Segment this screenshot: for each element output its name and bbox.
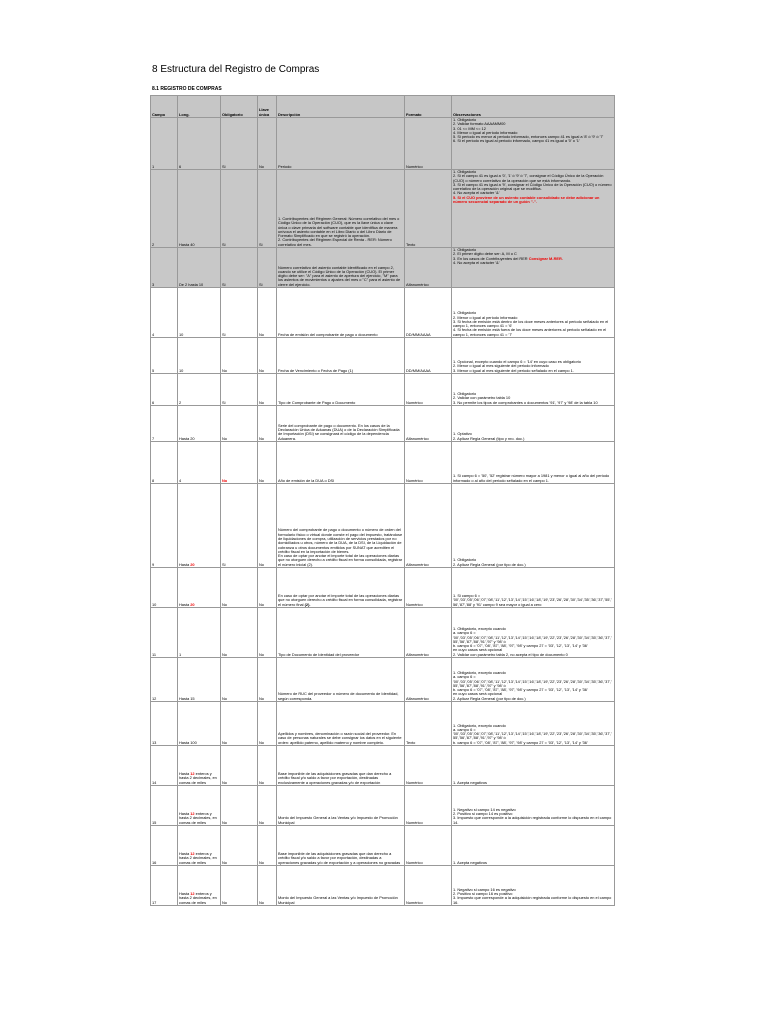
- long-prefix: Hasta: [179, 851, 191, 857]
- observaciones-list: [453, 808, 613, 825]
- observaciones-list: [453, 248, 613, 265]
- cell-long: Hasta 20: [178, 406, 221, 442]
- observacion-item: 3. Si el campo 41 es igual a '9', consignar el Código Único de la Operación (CUO) o número correlativo de la operación original que se modifica.: [453, 181, 612, 192]
- desc-paragraph: Base imponible de las adquisiciones gravadas que dan derecho a crédito fiscal y/o saldo a favor por exportación, destinadas exclusivamente a operaciones gravadas y/o de exportación: [278, 771, 392, 785]
- cell-campo: 6: [151, 374, 178, 406]
- observacion-item: 4. Menor o igual al periodo informado: [453, 129, 518, 135]
- observacion-item: 2. El primer dígito debe ser: A, M o C: [453, 251, 517, 257]
- long-prefix: Hasta: [179, 561, 191, 567]
- observacion-item: 3. Impuesto que corresponde a la adquisición registrada conforme lo dispuesto en el campo 14.: [453, 815, 612, 825]
- cell-formato: Numérico: [405, 866, 452, 906]
- cell-llave-unica: No: [258, 288, 277, 338]
- desc-paragraph: 1. Contribuyentes del Régimen General: Número correlativo del mes o Código Único de la Operación (CUO), que es la llave única o clave única o clave primaria del software contable que identifica de manera unívoca el asiento contable en el Libro Diario o del Libro Diario de Formato Simplificado en que se registró la operación.: [278, 215, 400, 239]
- cell-llave-unica: No: [258, 786, 277, 826]
- cell-descripcion: [277, 866, 405, 906]
- cell-campo: 10: [151, 568, 178, 608]
- header-obligatorio: Obligatorio: [221, 96, 258, 118]
- cell-descripcion: [277, 608, 405, 658]
- desc-paragraph: Número de RUC del proveedor o número de documento de Identidad, según corresponda.: [278, 691, 399, 701]
- table-row: [151, 866, 615, 906]
- observacion-item: 1. Obligatorio, excepto cuando: [453, 625, 506, 631]
- long-suffix: enteros y hasta 2 decimales, en comas de miles: [179, 851, 217, 865]
- cell-formato: Alfanumérico: [405, 406, 452, 442]
- observacion-item: 1. Obligatorio, excepto cuando: [453, 669, 506, 675]
- cell-formato: Alfanumérico: [405, 248, 452, 288]
- cell-llave-unica: No: [258, 866, 277, 906]
- observacion-item: 2. Validar con parámetro tabla 10: [453, 395, 511, 401]
- long-highlight: 20: [190, 601, 195, 607]
- observacion-item: 2. Validar con parámetro tabla 2, no acepta el tipo de documento 0: [453, 651, 568, 657]
- cell-long: 2: [178, 374, 221, 406]
- long-prefix: Hasta: [179, 891, 191, 897]
- cell-campo: 8: [151, 442, 178, 484]
- observacion-item: 3. 01 <= MM <= 12: [453, 125, 486, 131]
- header-long: Long.: [178, 96, 221, 118]
- cell-descripcion: [277, 248, 405, 288]
- table-row: [151, 118, 615, 170]
- header-formato: Formato: [405, 96, 452, 118]
- cell-formato: Numérico: [405, 374, 452, 406]
- cell-long: Hasta 40: [178, 170, 221, 248]
- cell-obligatorio: No: [221, 442, 258, 484]
- cell-llave-unica: No: [258, 568, 277, 608]
- cell-campo: 3: [151, 248, 178, 288]
- cell-llave-unica: No: [258, 826, 277, 866]
- cell-observaciones: [452, 442, 615, 484]
- header-observaciones: Observaciones: [452, 96, 615, 118]
- observacion-item: b. campo 6 = '07', '08', '87', '88', '97', '98' y campo 27 = '03', '12', '13', '14' y '36': [453, 687, 588, 693]
- page-title: 8 Estructura del Registro de Compras: [152, 64, 320, 75]
- desc-paragraph: Monto del Impuesto General a las Ventas y/o Impuesto de Promoción Municipal: [278, 895, 398, 905]
- cell-campo: 1: [151, 118, 178, 170]
- cell-campo: 2: [151, 170, 178, 248]
- observacion-item: 2. Validar formato AAAAMM00: [453, 121, 506, 127]
- observacion-item: 1. Optativo: [453, 431, 472, 437]
- cell-obligatorio: No: [221, 608, 258, 658]
- cell-observaciones: [452, 406, 615, 442]
- table-row: [151, 608, 615, 658]
- header-llave-unica: Llave única: [258, 96, 277, 118]
- cell-campo: 7: [151, 406, 178, 442]
- cell-descripcion: [277, 702, 405, 746]
- cell-observaciones: [452, 484, 615, 568]
- desc-paragraph: Serie del comprobante de pago o documento. En los casos de la Declaración Única de Aduanas (DUA) o de la Declaración Simplificada de Importación (DSI) se consignará el código de la dependencia Aduanera.: [278, 422, 400, 441]
- observacion-item: 1. Obligatorio: [453, 391, 477, 397]
- cell-campo: 5: [151, 338, 178, 374]
- cell-descripcion: [277, 406, 405, 442]
- cell-descripcion: [277, 442, 405, 484]
- section-subtitle: 8.1 REGISTRO DE COMPRAS: [152, 86, 222, 92]
- cell-formato: Alfanumérico: [405, 608, 452, 658]
- cell-long: [178, 826, 221, 866]
- cell-campo: 16: [151, 826, 178, 866]
- cell-campo: 14: [151, 746, 178, 786]
- desc-paragraph: Periodo: [278, 163, 292, 169]
- cell-observaciones: [452, 826, 615, 866]
- cell-obligatorio: Si: [221, 374, 258, 406]
- observacion-item: 5. Si periodo es menor al periodo informado, entonces campo 41 es igual a '8' ó '9' ó '7': [453, 134, 604, 140]
- header-campo: Campo: [151, 96, 178, 118]
- cell-descripcion: [277, 658, 405, 702]
- cell-obligatorio: Si: [221, 170, 258, 248]
- desc-paragraph: Tipo de Documento de Identidad del proveedor: [278, 651, 360, 657]
- observacion-item: 1. Si campo 6 = '50', '52' registrar número mayor a 1981 y menor o igual al año del periodo informado o al año del periodo señalado en el campo 1.: [453, 473, 610, 483]
- cell-campo: 9: [151, 484, 178, 568]
- observaciones-list: [453, 474, 613, 483]
- cell-observaciones: [452, 170, 615, 248]
- observaciones-list: [453, 627, 613, 657]
- observacion-item: 3. No permite los tipos de comprobantes o documentos '91', '97' y '98' de la tabla 10: [453, 399, 598, 405]
- cell-llave-unica: No: [258, 406, 277, 442]
- table-row: [151, 568, 615, 608]
- desc-bold: (2).: [303, 601, 311, 607]
- observacion-item: 2. Aplicar Regla General (por tipo de doc.): [453, 695, 526, 701]
- cell-obligatorio: No: [221, 826, 258, 866]
- cell-long: [178, 568, 221, 608]
- cell-obligatorio: Si: [221, 118, 258, 170]
- cell-observaciones: [452, 658, 615, 702]
- long-suffix: enteros y hasta 2 decimales, en comas de miles: [179, 891, 217, 905]
- desc-paragraph: Tipo de Comprobante de Pago o Documento: [278, 399, 356, 405]
- desc-paragraph: Año de emisión de la DUA o DSI: [278, 477, 335, 483]
- observacion-item: 1. Obligatorio, excepto cuando: [453, 722, 506, 728]
- desc-paragraph: Apellidos y nombres, denominación o razón social del proveedor. En caso de personas naturales se debe consignar los datos en el siguiente orden: apellido paterno, apellido materno y nombre completo.: [278, 731, 402, 745]
- cell-observaciones: [452, 746, 615, 786]
- cell-obligatorio: No: [221, 786, 258, 826]
- observacion-item: 1. Obligatorio: [453, 557, 477, 563]
- cell-long: [178, 866, 221, 906]
- observacion-item: 1. Obligatorio: [453, 169, 477, 174]
- cell-campo: 13: [151, 702, 178, 746]
- long-highlight: 12: [190, 891, 195, 897]
- observacion-item: 2. Menor o igual al mes siguiente del periodo informado: [453, 363, 549, 369]
- observacion-item: 1. Acepta negativos: [453, 859, 487, 865]
- cell-observaciones: [452, 608, 615, 658]
- cell-descripcion: [277, 826, 405, 866]
- cell-campo: 4: [151, 288, 178, 338]
- cell-long: De 2 hasta 10: [178, 248, 221, 288]
- cell-observaciones: [452, 338, 615, 374]
- cell-obligatorio: No: [221, 702, 258, 746]
- table-row: [151, 374, 615, 406]
- observacion-item: 4. Si fecha de emisión está fuera de los doce meses anteriores al periodo señalado en el campo 1, entonces campo 41 = '7': [453, 327, 607, 337]
- cell-descripcion: [277, 746, 405, 786]
- cell-descripcion: [277, 118, 405, 170]
- desc-paragraph: Número correlativo del asiento contable identificado en el campo 2, cuando se utilice el Código Único de la Operación (CUO). El primer dígito debe ser: "A" para el asiento de apertura del ejercicio, "M" para los asientos de movimientos o ajustes del mes o "C" para el asiento de cierre del ejercicio.: [278, 264, 401, 287]
- cell-formato: DD/MM/AAAA: [405, 338, 452, 374]
- cell-descripcion: [277, 170, 405, 248]
- observaciones-list: [453, 558, 613, 567]
- table-row: [151, 658, 615, 702]
- desc-paragraph: Número del comprobante de pago o documento o número de orden del formulario físico o virtual donde conste el pago del impuesto, tratándose de liquidaciones de compra, utilización de servicios prestados por no domiciliados u otros, número de la DUA, de la DSI, de la Liquidación de cobranza u otros documentos emitidos por SUNAT que acrediten el crédito fiscal en la importación de bienes.: [278, 527, 403, 554]
- cell-formato: Numérico: [405, 442, 452, 484]
- cell-formato: Alfanumérico: [405, 658, 452, 702]
- cell-obligatorio: No: [221, 866, 258, 906]
- observacion-item: 2. Positivo si campo 16 es positivo: [453, 891, 513, 897]
- observaciones-list: [453, 432, 613, 441]
- desc-paragraph: Base imponible de las adquisiciones gravadas que dan derecho a crédito fiscal y/o saldo a favor por exportación, destinadas a operaciones gravadas y/o de exportación y a operaciones no gravadas: [278, 851, 401, 865]
- cell-observaciones: [452, 288, 615, 338]
- cell-long: Hasta 15: [178, 658, 221, 702]
- table-row: [151, 746, 615, 786]
- table-row: [151, 442, 615, 484]
- cell-obligatorio: No: [221, 658, 258, 702]
- observacion-item: 1. Acepta negativos: [453, 779, 487, 785]
- desc-paragraph: 2. Contribuyentes del Régimen Especial de Renta - RER: Número correlativo del mes.: [278, 237, 392, 247]
- observacion-item: 3. En los casos de Contribuyentes del RER Consignar M-RER.: [453, 255, 563, 261]
- observacion-item: en cuyo casos será opcional: [453, 647, 503, 653]
- observacion-item: 4. No acepta el carácter '&': [453, 259, 500, 265]
- observacion-item: 1. Negativo si campo 16 es negativo: [453, 886, 516, 892]
- cell-formato: Alfanumérico: [405, 484, 452, 568]
- long-highlight: 12: [190, 771, 195, 777]
- cell-long: [178, 484, 221, 568]
- desc-paragraph: Fecha de Vencimiento o Fecha de Pago (1): [278, 367, 354, 373]
- observaciones-list: [453, 781, 613, 785]
- observacion-item: 6. Si el periodo es igual al periodo informado, campo 41 es igual a '0' o '1': [453, 138, 580, 144]
- observacion-item: 1. Obligatorio: [453, 310, 477, 316]
- cell-formato: Numérico: [405, 568, 452, 608]
- observacion-item: 1. Si campo 6 = '00','03','05','06','07','08','11','12','13','14','15','16','18','19','23','26','28','30','34','35','36','37','55','56','87','88' y '91' campo 9 sea mayor o igual a cero: [453, 593, 613, 607]
- cell-llave-unica: No: [258, 338, 277, 374]
- cell-observaciones: [452, 374, 615, 406]
- observacion-item: a. campo 6 = '00','03','05','06','07','08','11','12','13','14','15','16','18','19','22','23','26','28','30','34','35','36','37','55','56','87','88','91','97' y '98' ó: [453, 674, 613, 688]
- observacion-item: 2. Aplicar Regla General (por tipo de doc.): [453, 561, 526, 567]
- cell-long: Hasta 100: [178, 702, 221, 746]
- cell-obligatorio: Si: [221, 248, 258, 288]
- desc-paragraph: Fecha de emisión del comprobante de pago o documento: [278, 331, 378, 337]
- long-suffix: enteros y hasta 2 decimales, en comas de miles: [179, 811, 217, 825]
- cell-llave-unica: No: [258, 658, 277, 702]
- cell-formato: DD/MM/AAAA: [405, 288, 452, 338]
- cell-obligatorio: No: [221, 746, 258, 786]
- observaciones-list: [453, 360, 613, 373]
- cell-descripcion: [277, 338, 405, 374]
- desc-paragraph: En caso de optar por anotar el importe total de las operaciones diarias que no otorguen derecho a crédito fiscal en forma consolidada, registrar el número inicial (2).: [278, 553, 403, 567]
- table-header-row: [151, 96, 615, 118]
- cell-observaciones: [452, 786, 615, 826]
- desc-paragraph: En caso de optar por anotar el importe total de las operaciones diarias que no otorguen derecho a crédito fiscal en forma consolidada, registrar el número final (2).: [278, 593, 403, 607]
- observacion-item: 2. Si el campo 41 es igual a '0', '1' ó '9' ó '7', consignar el Código Único de la Operación (CUO) o número correlativo de la operación que se está informando.: [453, 173, 604, 183]
- observacion-item: 2. Aplicar Regla General (tipo y nro. doc.): [453, 435, 525, 441]
- cell-formato: Texto: [405, 702, 452, 746]
- observaciones-list: [453, 594, 613, 607]
- observacion-item: 3. Si fecha de emisión está dentro de los doce meses anteriores al periodo señalado en el campo 1, entonces campo 41 = '6': [453, 318, 609, 329]
- observaciones-list: [453, 888, 613, 905]
- desc-paragraph: Monto del Impuesto General a las Ventas y/o Impuesto de Promoción Municipal: [278, 815, 398, 825]
- cell-observaciones: [452, 702, 615, 746]
- cell-llave-unica: No: [258, 608, 277, 658]
- header-descripcion: Descripción: [277, 96, 405, 118]
- observacion-item: 3. Impuesto que corresponde a la adquisición registrada conforme lo dispuesto en el campo 16.: [453, 895, 612, 905]
- cell-formato: Numérico: [405, 118, 452, 170]
- table-row: [151, 338, 615, 374]
- cell-descripcion: [277, 374, 405, 406]
- observaciones-list: [453, 724, 613, 745]
- observacion-item: b. campo 6 = '07', '08', '87', '88', '97', '98' y campo 27 = '03', '12', '13', '14' y '36': [453, 739, 588, 745]
- observacion-item: 1. Obligatorio: [453, 117, 477, 122]
- cell-obligatorio: No: [221, 338, 258, 374]
- observacion-highlight: Consignar M-RER.: [528, 255, 563, 261]
- observaciones-list: [453, 392, 613, 405]
- cell-long: [178, 786, 221, 826]
- table-row: [151, 248, 615, 288]
- cell-obligatorio: Si: [221, 288, 258, 338]
- table-row: [151, 484, 615, 568]
- observaciones-list: [453, 118, 613, 144]
- cell-long: 1: [178, 608, 221, 658]
- observaciones-list: [453, 861, 613, 865]
- observacion-item: 1. Opcional, excepto cuando el campo 6 = '14' en cuyo caso es obligatorio: [453, 359, 581, 365]
- cell-llave-unica: No: [258, 118, 277, 170]
- cell-campo: 11: [151, 608, 178, 658]
- observaciones-list: [453, 671, 613, 701]
- cell-llave-unica: No: [258, 702, 277, 746]
- cell-descripcion: [277, 288, 405, 338]
- long-prefix: Hasta: [179, 811, 191, 817]
- observacion-item-highlight: 5. Si el CUO proviene de un asiento contable consolidado se debe adicionar un número secuencial separado de un guión "-".: [453, 194, 600, 205]
- observacion-item: 1. Negativo si campo 14 es negativo: [453, 806, 516, 812]
- cell-obligatorio: Si: [221, 484, 258, 568]
- observacion-item: a. campo 6 = '00','03','05','06','07','08','11','12','13','14','15','16','18','19','22','23','26','28','30','34','35','36','37','55','56','87','88','91','97' y '98' ó: [453, 726, 613, 741]
- cell-observaciones: [452, 866, 615, 906]
- cell-long: 10: [178, 338, 221, 374]
- cell-observaciones: [452, 568, 615, 608]
- cell-formato: Texto: [405, 170, 452, 248]
- observacion-item: b. campo 6 = '07', '08', '87', '88', '97', '98' y campo 27 = '03', '12', '13', '14' y '36': [453, 643, 588, 649]
- cell-obligatorio: No: [221, 406, 258, 442]
- cell-observaciones: [452, 118, 615, 170]
- observacion-item: a. campo 6 = '00','03','05','06','07','08','11','12','13','14','15','16','18','19','22','23','26','28','30','34','35','36','37','55','56','87','88','91','97' y '98' ó: [453, 630, 613, 644]
- long-prefix: Hasta: [179, 771, 191, 777]
- cell-descripcion: [277, 484, 405, 568]
- cell-formato: Numérico: [405, 746, 452, 786]
- cell-long: 4: [178, 442, 221, 484]
- observaciones-list: [453, 311, 613, 337]
- cell-observaciones: [452, 248, 615, 288]
- observacion-item: 2. Menor o igual al periodo informado: [453, 314, 518, 320]
- cell-campo: 15: [151, 786, 178, 826]
- cell-long: 6: [178, 118, 221, 170]
- observaciones-list: [453, 170, 613, 204]
- cell-long: 10: [178, 288, 221, 338]
- table-row: [151, 702, 615, 746]
- table-row: [151, 406, 615, 442]
- long-highlight: 12: [190, 851, 195, 857]
- observacion-item: en cuyo casos será opcional: [453, 691, 503, 697]
- cell-campo: 12: [151, 658, 178, 702]
- cell-descripcion: [277, 786, 405, 826]
- observacion-item: 1. Obligatorio: [453, 247, 477, 252]
- cell-llave-unica: Si: [258, 170, 277, 248]
- table-row: [151, 826, 615, 866]
- table-row: [151, 288, 615, 338]
- long-highlight: 12: [190, 811, 195, 817]
- cell-formato: Numérico: [405, 826, 452, 866]
- cell-obligatorio: No: [221, 568, 258, 608]
- cell-llave-unica: No: [258, 484, 277, 568]
- cell-descripcion: [277, 568, 405, 608]
- long-prefix: Hasta: [179, 601, 191, 607]
- observacion-item: 4. No acepta el carácter '&': [453, 190, 500, 196]
- registro-compras-table: [150, 95, 615, 906]
- long-suffix: enteros y hasta 2 decimales, en comas de miles: [179, 771, 217, 785]
- cell-llave-unica: No: [258, 374, 277, 406]
- cell-campo: 17: [151, 866, 178, 906]
- long-highlight: 20: [190, 561, 195, 567]
- observacion-item: 2. Positivo si campo 14 es positivo: [453, 811, 513, 817]
- cell-llave-unica: No: [258, 442, 277, 484]
- cell-llave-unica: Si: [258, 248, 277, 288]
- observacion-item: 3. Menor o igual al mes siguiente del periodo señalado en el campo 1.: [453, 367, 574, 373]
- cell-formato: Numérico: [405, 786, 452, 826]
- cell-llave-unica: No: [258, 746, 277, 786]
- cell-long: [178, 746, 221, 786]
- table-row: [151, 786, 615, 826]
- table-row: [151, 170, 615, 248]
